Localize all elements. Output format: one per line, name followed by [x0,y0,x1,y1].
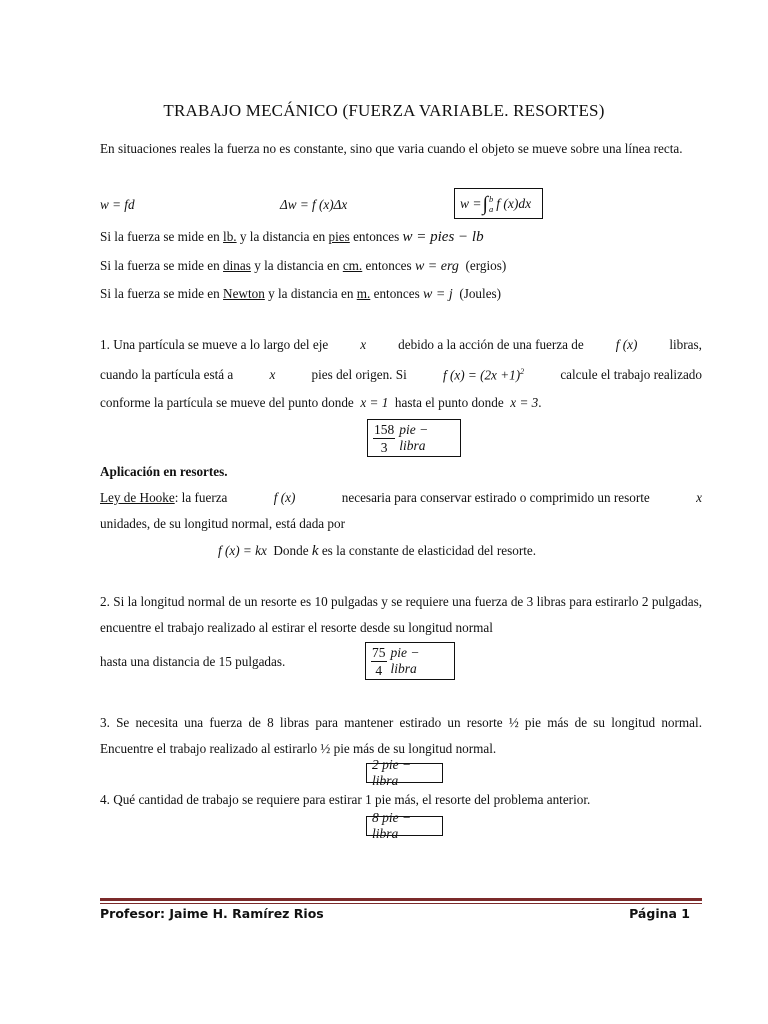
spring-heading: Aplicación en resortes. [100,464,228,479]
hooke-law-equation: f (x) = kx Donde k es la constante de elasticidad del resorte. [218,543,537,559]
problem-1-answer-box [367,419,461,457]
integral-limits [489,194,493,214]
problem-1-line-3: conforme la partícula se mueve del punto donde x = 1 hasta el punto donde x = 3. [100,395,542,410]
unit-line-lb: Si la fuerza se mide en lb. y la distancia en pies entonces w = pies − lb [100,229,484,245]
problem-4-answer-box: 8 pie − libra [366,816,443,836]
footer-page-number: Página 1 [629,906,690,921]
integral-integrand: f (x)dx [496,195,532,211]
integral-lhs: w = [460,195,482,211]
footer-rule-thick [100,898,702,901]
problem-1-answer-unit: pie − libra [399,422,429,453]
intro-paragraph: En situaciones reales la fuerza no es constante, sino que varia cuando el objeto se mueve sobre una línea recta. [100,141,683,156]
hooke-law-line-2: unidades, de su longitud normal, está dada por [100,516,346,531]
problem-1-line-2: cuando la partícula está a x pies del origen. Si f $(x) = (2x +1)^2$ calcule el trabajo realizado [100,367,702,383]
problem-2-answer-unit: pie − libra [390,645,420,676]
problem-2-answer-box [365,642,455,680]
footer-author: Profesor: Jaime H. Ramírez Rios [100,906,324,921]
formula-work: w = fd [100,197,135,212]
formula-integral-box [454,188,543,219]
problem-4-text: 4. Qué cantidad de trabajo se requiere para estirar 1 pie más, el resorte del problema anterior. [100,792,591,807]
problem-3-answer-box: 2 pie − libra [366,763,443,783]
formula-delta-work: Δw = f (x)Δx [280,197,348,212]
hooke-law-line-1: Ley de Hooke: la fuerza f (x) necesaria para conservar estirado o comprimido un resorte x [100,490,702,505]
page-title: TRABAJO MECÁNICO (FUERZA VARIABLE. RESORTES) [163,101,605,120]
integral-sign: ∫ [482,192,488,215]
unit-line-newton: Si la fuerza se mide en Newton y la distancia en m. entonces w = j (Joules) [100,286,502,302]
problem-1-force-eq: f $(x) = (2x +1)^2$ [442,367,525,383]
problem-2-tail: hasta una distancia de 15 pulgadas. [100,654,286,669]
problem-3-text: 3. Se necesita una fuerza de 8 libras para mantener estirado un resorte ½ pie más de su longitud normal. Encuentre el trabajo realizado al estirarlo ½ pie más de su longitud normal. [100,715,702,756]
footer-rule-thin [100,903,702,904]
unit-line-dinas: Si la fuerza se mide en dinas y la distancia en cm. entonces w = erg (ergios) [100,258,507,274]
problem-1-answer-fraction: $\frac{158}{3}$ [374,421,395,455]
integral-lower: a [488,203,494,214]
problem-1-line-1: 1. Una partícula se mueve a lo largo del eje x debido a la acción de una fuerza de f (x) libras, [100,337,702,352]
problem-2-text: 2. Si la longitud normal de un resorte es 10 pulgadas y se requiere una fuerza de 3 libras para estirarlo 2 pulgadas, encuentre el trabajo realizado al estirar el resorte desde su longitud normal [100,594,702,635]
problem-2-answer-fraction: $\frac{75}{4}$ [372,644,386,678]
integral-upper: b [488,193,494,204]
